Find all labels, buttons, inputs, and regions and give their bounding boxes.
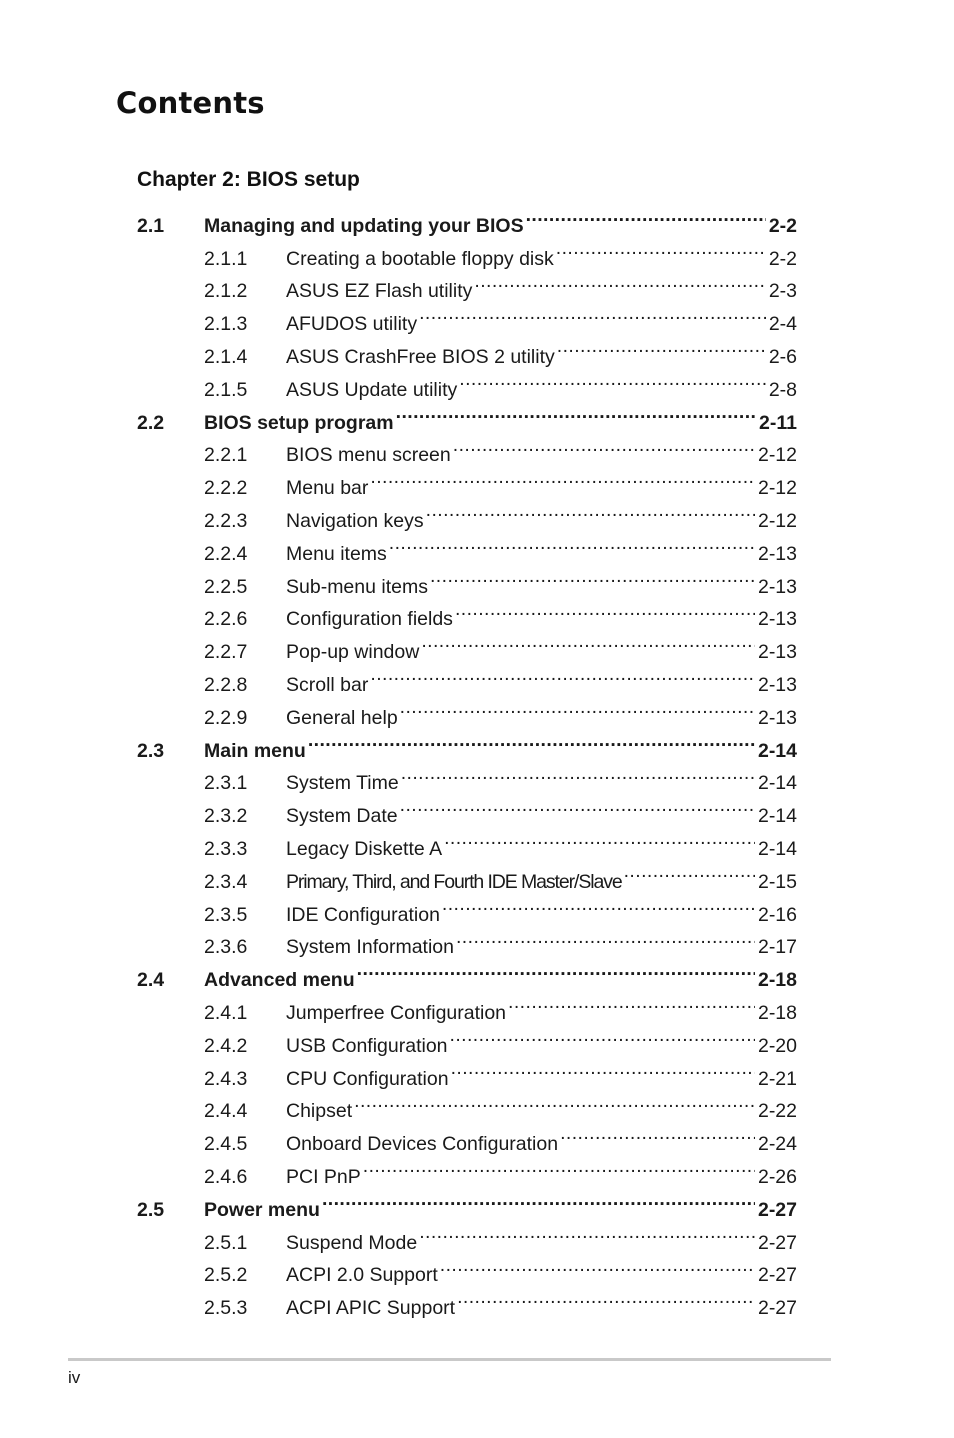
dot-leader	[308, 724, 755, 757]
toc-entry-page: 2-15	[757, 870, 797, 893]
toc-entry-number: 2.2	[137, 411, 165, 434]
toc-entry-title: System Time	[286, 772, 399, 795]
dot-leader	[474, 265, 765, 298]
toc-entry-title: System Date	[286, 805, 398, 828]
dot-leader	[401, 757, 755, 790]
toc-entry-number: 2.1.5	[204, 378, 248, 401]
toc-entry-page: 2-14	[757, 739, 797, 762]
dot-leader	[419, 297, 766, 330]
toc-entry-page: 2-13	[757, 673, 797, 696]
toc-entry-title: Suspend Mode	[286, 1231, 418, 1254]
toc-entry-number: 2.2.2	[204, 477, 248, 500]
dot-leader	[363, 1150, 755, 1183]
dot-leader	[557, 330, 766, 363]
toc-entry-page: 2-14	[757, 805, 797, 828]
toc-entry-number: 2.2.6	[204, 608, 248, 631]
toc-entry-number: 2.2.3	[204, 509, 248, 532]
toc-entry-title: Scroll bar	[286, 673, 369, 696]
toc-entry-title: Managing and updating your BIOS	[204, 214, 524, 237]
dot-leader	[421, 625, 755, 658]
toc-entry-page: 2-12	[757, 509, 797, 532]
toc-entry-page: 2-14	[757, 837, 797, 860]
toc-entry-number: 2.1.2	[204, 280, 248, 303]
toc-entry-number: 2.3.5	[204, 903, 248, 926]
dot-leader	[357, 953, 755, 986]
dot-leader	[400, 789, 755, 822]
dot-leader	[426, 494, 755, 527]
toc-entry-page: 2-20	[757, 1034, 797, 1057]
toc-entry-page: 2-13	[757, 608, 797, 631]
toc-entry-page: 2-27	[757, 1264, 797, 1287]
toc-entry-title: Advanced menu	[204, 969, 355, 992]
toc-entry-title: Configuration fields	[286, 608, 453, 631]
toc-entry-title: Legacy Diskette A	[286, 837, 443, 860]
dot-leader	[370, 461, 755, 494]
toc-entry-title: BIOS menu screen	[286, 444, 451, 467]
toc-entry-title: Menu items	[286, 542, 387, 565]
dot-leader	[456, 921, 755, 954]
toc-entry-title: ASUS EZ Flash utility	[286, 280, 473, 303]
toc-entry-number: 2.3.3	[204, 837, 248, 860]
dot-leader	[389, 527, 755, 560]
toc-entry-number: 2.4	[137, 969, 165, 992]
dot-leader	[457, 1281, 755, 1314]
toc-entry-number: 2.2.9	[204, 706, 248, 729]
chapter-heading: Chapter 2: BIOS setup	[137, 168, 360, 191]
toc-section-entry[interactable]	[137, 199, 797, 237]
toc-entry-page: 2-16	[757, 903, 797, 926]
toc-entry-page: 2-24	[757, 1133, 797, 1156]
dot-leader	[440, 1249, 755, 1282]
toc-entry-page: 2-3	[768, 280, 797, 303]
toc-entry-title: System Information	[286, 936, 454, 959]
footer-page-number: iv	[68, 1368, 81, 1387]
toc-entry-page: 2-11	[759, 411, 797, 434]
toc-entry-page: 2-4	[768, 313, 797, 336]
toc-entry-page: 2-12	[757, 477, 797, 500]
dot-leader	[450, 1019, 755, 1052]
dot-leader	[322, 1183, 755, 1216]
toc-entry-number: 2.2.5	[204, 575, 248, 598]
toc-entry-number: 2.4.2	[204, 1034, 248, 1057]
dot-leader	[624, 855, 755, 888]
dot-leader	[459, 363, 766, 396]
toc-entry-number: 2.4.5	[204, 1133, 248, 1156]
toc-entry-page: 2-13	[757, 641, 797, 664]
dot-leader	[451, 1052, 755, 1085]
toc-entry-title: Chipset	[286, 1100, 353, 1123]
toc-entry-title: ACPI APIC Support	[286, 1297, 456, 1320]
dot-leader	[430, 560, 755, 593]
toc-entry-page: 2-26	[757, 1165, 797, 1188]
toc-entry-title: Sub-menu items	[286, 575, 428, 598]
page-title: Contents	[116, 86, 265, 120]
toc-entry-page: 2-17	[757, 936, 797, 959]
toc-entry-number: 2.2.8	[204, 673, 248, 696]
toc-entry-number: 2.5.1	[204, 1231, 248, 1254]
toc-entry-title: Primary, Third, and Fourth IDE Master/Slave	[286, 870, 622, 893]
toc-entry-page: 2-2	[768, 214, 797, 237]
toc-entry-page: 2-21	[757, 1067, 797, 1090]
toc-entry-page: 2-13	[757, 542, 797, 565]
toc-entry-page: 2-6	[768, 345, 797, 368]
toc-entry-number: 2.4.4	[204, 1100, 248, 1123]
dot-leader	[508, 986, 755, 1019]
toc-entry-number: 2.5.2	[204, 1264, 248, 1287]
toc-entry-title: Creating a bootable floppy disk	[286, 247, 554, 270]
dot-leader	[560, 1117, 755, 1150]
toc-entry-page: 2-27	[757, 1198, 797, 1221]
toc-entry-title: BIOS setup program	[204, 411, 394, 434]
toc-entry-number: 2.1.3	[204, 313, 248, 336]
table-of-contents	[137, 199, 797, 1320]
toc-entry-title: ASUS Update utility	[286, 378, 458, 401]
toc-entry-title: Navigation keys	[286, 509, 424, 532]
toc-entry-number: 2.2.1	[204, 444, 248, 467]
dot-leader	[526, 199, 766, 232]
toc-entry-number: 2.3.2	[204, 805, 248, 828]
toc-entry-page: 2-2	[768, 247, 797, 270]
toc-entry-page: 2-13	[757, 575, 797, 598]
toc-entry-number: 2.1.4	[204, 345, 248, 368]
toc-entry-number: 2.2.4	[204, 542, 248, 565]
toc-entry-page: 2-18	[757, 969, 797, 992]
toc-entry-page: 2-14	[757, 772, 797, 795]
toc-entry-number: 2.5.3	[204, 1297, 248, 1320]
toc-entry-title: Jumperfree Configuration	[286, 1001, 507, 1024]
toc-entry-number: 2.2.7	[204, 641, 248, 664]
toc-entry-title: ACPI 2.0 Support	[286, 1264, 438, 1287]
footer-divider	[68, 1358, 831, 1361]
toc-entry-number: 2.5	[137, 1198, 165, 1221]
toc-entry-page: 2-18	[757, 1001, 797, 1024]
toc-entry-title: IDE Configuration	[286, 903, 440, 926]
toc-entry-page: 2-22	[757, 1100, 797, 1123]
toc-entry-page: 2-13	[757, 706, 797, 729]
toc-entry-number: 2.4.1	[204, 1001, 248, 1024]
toc-entry-title: CPU Configuration	[286, 1067, 449, 1090]
toc-entry-number: 2.3.6	[204, 936, 248, 959]
toc-entry-page: 2-27	[757, 1231, 797, 1254]
toc-entry-title: AFUDOS utility	[286, 313, 418, 336]
dot-leader	[556, 232, 766, 265]
toc-entry-number: 2.1.1	[204, 247, 248, 270]
toc-entry-title: Onboard Devices Configuration	[286, 1133, 559, 1156]
toc-entry-page: 2-12	[757, 444, 797, 467]
dot-leader	[396, 396, 756, 429]
toc-entry-title: Menu bar	[286, 477, 369, 500]
toc-entry-number: 2.3.4	[204, 870, 248, 893]
toc-entry-title: General help	[286, 706, 398, 729]
toc-entry-title: USB Configuration	[286, 1034, 448, 1057]
dot-leader	[455, 593, 755, 626]
dot-leader	[419, 1216, 755, 1249]
dot-leader	[370, 658, 755, 691]
dot-leader	[444, 822, 755, 855]
dot-leader	[400, 691, 755, 724]
toc-entry-number: 2.1	[137, 214, 165, 237]
toc-entry-number: 2.4.3	[204, 1067, 248, 1090]
toc-entry-title: PCI PnP	[286, 1165, 361, 1188]
toc-entry-number: 2.4.6	[204, 1165, 248, 1188]
toc-entry-title: Main menu	[204, 739, 306, 762]
toc-entry-number: 2.3.1	[204, 772, 248, 795]
toc-entry-title: ASUS CrashFree BIOS 2 utility	[286, 345, 555, 368]
dot-leader	[453, 429, 755, 462]
toc-entry-page: 2-8	[768, 378, 797, 401]
toc-entry-title: Pop-up window	[286, 641, 420, 664]
dot-leader	[442, 888, 755, 921]
dot-leader	[354, 1085, 755, 1118]
toc-entry-page: 2-27	[757, 1297, 797, 1320]
toc-entry-title: Power menu	[204, 1198, 320, 1221]
toc-entry-number: 2.3	[137, 739, 165, 762]
